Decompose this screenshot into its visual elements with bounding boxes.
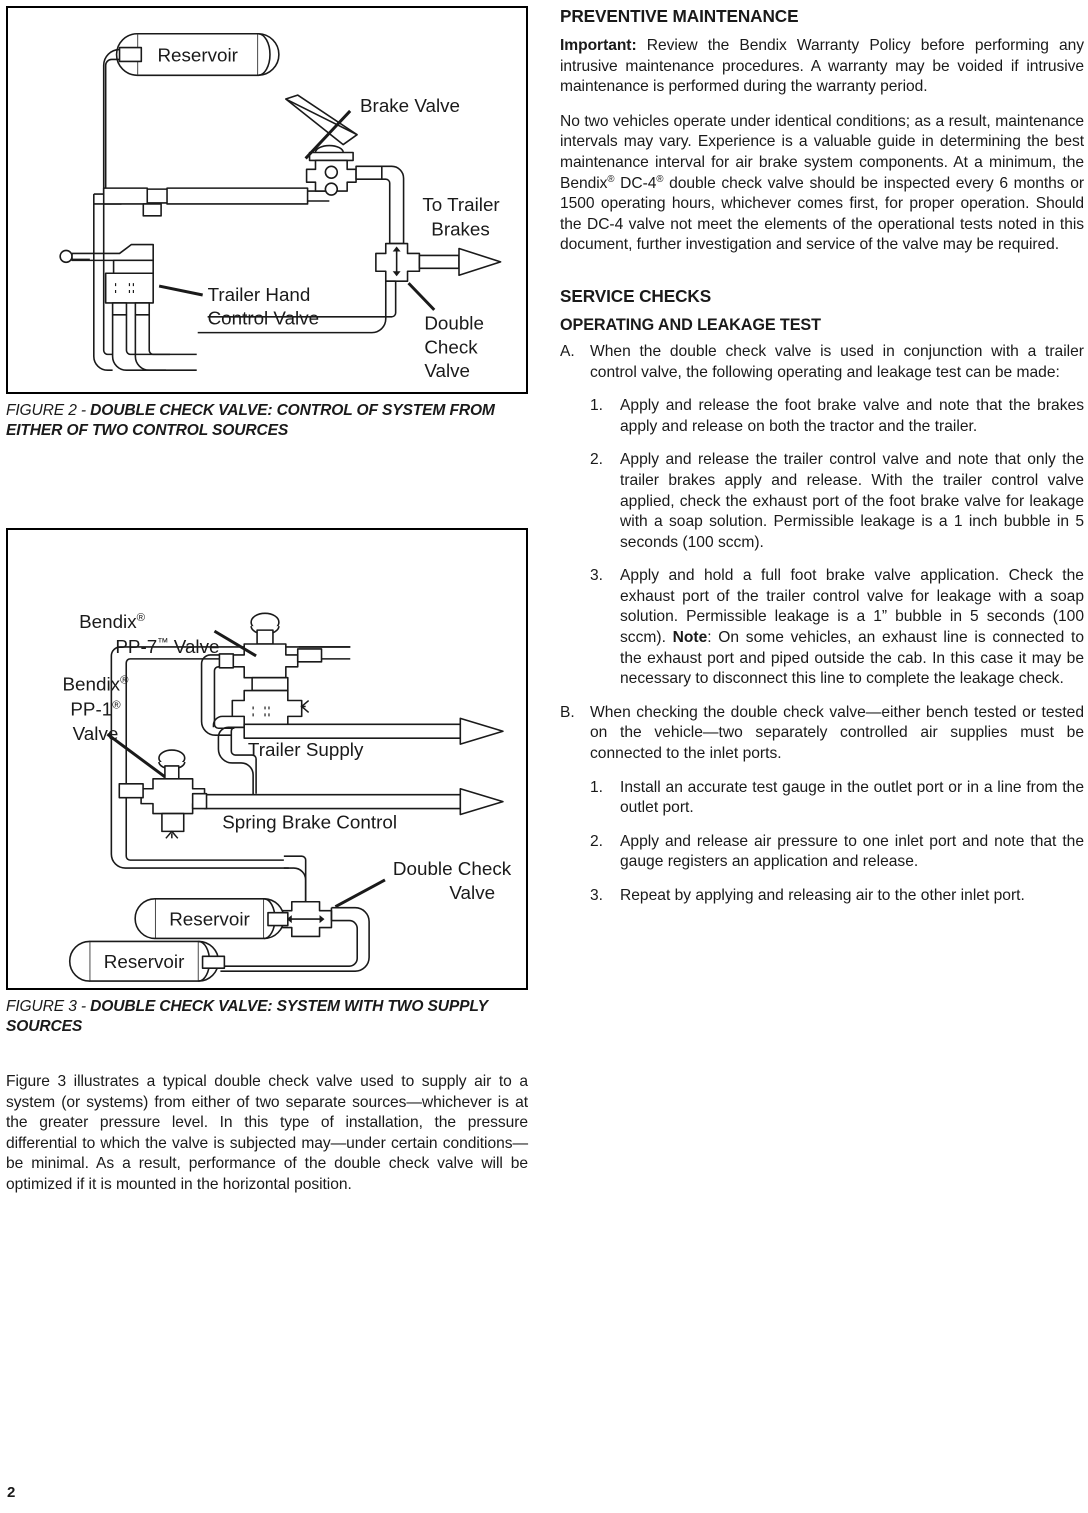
label-to-trailer-brakes-line1: To Trailer (422, 193, 500, 215)
list-text-b2: Apply and release air pressure to one inlet port and note that the gauge registers an application and release. (620, 832, 1084, 871)
list-text-a3 (620, 566, 1084, 690)
label-pp1-line1: Bendix® (62, 673, 129, 695)
section-spacer (560, 270, 1084, 286)
double-check-valve-icon (376, 244, 420, 282)
list-marker-b3: 3. (590, 887, 604, 904)
label-pp1-line2: PP-1® (70, 698, 121, 720)
label-spring-brake-control: Spring Brake Control (222, 811, 398, 833)
list-marker-a2: 2. (590, 451, 604, 469)
subheading-operating-leakage-test: OPERATING AND LEAKAGE TEST (560, 315, 821, 334)
maint-part2: DC-4 (614, 174, 657, 192)
label-to-trailer-brakes-line2: Brakes (431, 218, 490, 240)
list-marker-a: A. (560, 342, 575, 360)
leader-trailer-hand (159, 286, 203, 295)
figure-2-caption-number: FIGURE 2 - (6, 402, 91, 419)
label-trailer-supply: Trailer Supply (247, 739, 364, 761)
list-item-a3 (560, 566, 1084, 690)
page-number: 2 (7, 1484, 16, 1501)
registered-mark-bendix: ® (607, 173, 615, 185)
list-marker-a3: 3. (590, 567, 604, 585)
maint-part3: double check valve should be inspected every 6 months or 1500 operating hours, whichever comes first, for proper operation. Should the DC-4 valve not meet the elements of the operational tests noted in this document, further investigation and service of the valve may be required. (560, 174, 1084, 254)
label-trailer-hand-line1: Trailer Hand (207, 283, 311, 305)
important-text: Review the Bendix Warranty Policy before performing any intrusive maintenance procedures. A warranty may be voided if intrusive maintenance is performed during the warranty period. (560, 37, 1084, 96)
note-label: Note (672, 629, 708, 647)
left-column (6, 6, 528, 1196)
label-dcv3-line2: Valve (449, 881, 496, 903)
label-double-check-line1: Double (424, 312, 484, 334)
list-text-a1: Apply and release the foot brake valve and note that the brakes apply and release on both the tractor and the trailer. (620, 397, 1084, 435)
figure-2-caption (6, 401, 528, 440)
paragraph-maintenance-intervals (560, 112, 1084, 256)
list-item-a (560, 342, 1084, 383)
important-label: Important: (560, 37, 637, 54)
list-item-a2 (560, 450, 1084, 553)
leader-dcv-fig3 (335, 880, 385, 907)
list-item-b3 (560, 886, 1084, 907)
figure-3-caption-number: FIGURE 3 - (6, 998, 91, 1015)
brake-valve-icon (286, 95, 357, 195)
list-text-b: When checking the double check valve—either bench tested or tested on the vehicle—two separately controlled air supplies must be connected to the inlet ports. (590, 703, 1084, 763)
list-marker-b1: 1. (590, 778, 604, 796)
heading-preventive-maintenance: PREVENTIVE MAINTENANCE (560, 6, 799, 26)
figure-2-svg (8, 8, 526, 392)
figure-2-diagram (6, 6, 528, 394)
list-text-a2: Apply and release the trailer control valve and note that only the trailer brakes apply and release. With the trailer control valve applied, check the exhaust port of the foot brake valve for leakage with a soap solution. Permissible leakage is a 1 inch bubble in 5 seconds (100 sccm). (620, 451, 1084, 551)
list-marker-b2: 2. (590, 832, 604, 850)
list-marker-b: B. (560, 703, 575, 721)
label-reservoir-lower: Reservoir (103, 951, 185, 973)
leader-double-check (409, 283, 435, 310)
list-item-b1 (560, 778, 1084, 819)
list-marker-a1: 1. (590, 397, 604, 415)
label-double-check-line3: Valve (424, 360, 470, 382)
figure-3-caption (6, 997, 528, 1036)
label-dcv3-line1: Double Check (392, 857, 512, 879)
maint-part1: No two vehicles operate under identical conditions; as a result, maintenance intervals may vary. Experience is a valuable guide in determining the best maintenance interval for air brake system components. At a minimum, the Bendix (560, 112, 1084, 192)
list-item-a1 (560, 396, 1084, 437)
list-text-b3: Repeat by applying and releasing air to the other inlet port. (620, 887, 1025, 904)
list-item-b2 (560, 832, 1084, 873)
trailer-hand-control-valve-icon (60, 245, 153, 303)
a3-part2: : On some vehicles, an exhaust line is connected to the exhaust port and piped outside the cab. In this case it may be necessary to disconnect this line to complete the leakage check. (620, 629, 1084, 688)
pp7-valve-icon (232, 613, 308, 726)
label-reservoir-upper: Reservoir (169, 908, 250, 930)
label-double-check-line2: Check (424, 336, 478, 358)
label-pp1-line3: Valve (72, 723, 119, 745)
list-item-b (560, 703, 1084, 765)
label-pp7-line2: PP-7™ Valve (115, 635, 220, 657)
heading-service-checks: SERVICE CHECKS (560, 285, 712, 306)
figure-3-caption-title: DOUBLE CHECK VALVE: SYSTEM WITH TWO SUPPLY SOURCES (6, 998, 488, 1035)
list-text-a: When the double check valve is used in conjunction with a trailer control valve, the following operating and leakage test can be made: (590, 342, 1084, 381)
right-column (560, 6, 1084, 920)
registered-mark-dc4: ® (656, 173, 664, 185)
label-pp7-line1: Bendix® (79, 611, 146, 633)
label-trailer-hand-line2: Control Valve (207, 307, 320, 329)
paragraph-important (560, 36, 1084, 98)
figure-3-description-paragraph: Figure 3 illustrates a typical double check valve used to supply air to a system (or systems) from either of two separate sources—whichever is at the greater pressure level. In this type of installation, the pressure differential to which the valve is subjected may—under certain conditions—be minimal. As a result, performance of the double check valve will be optimized if it is mounted in the horizontal position. (6, 1073, 528, 1193)
figure-3-diagram (6, 528, 528, 990)
list-text-b1: Install an accurate test gauge in the outlet port or in a line from the outlet port. (620, 778, 1084, 817)
figure-2-caption-title: DOUBLE CHECK VALVE: CONTROL OF SYSTEM FROM EITHER OF TWO CONTROL SOURCES (6, 402, 495, 439)
label-reservoir: Reservoir (157, 44, 238, 66)
a3-part1: Apply and hold a full foot brake valve application. Check the exhaust port of the trailer control valve for leakage with a soap solution. Permissible leakage is a 1” bubble in 5 seconds (100 sccm). (620, 567, 1084, 647)
label-brake-valve: Brake Valve (360, 94, 460, 116)
figure-3-svg (8, 530, 526, 988)
